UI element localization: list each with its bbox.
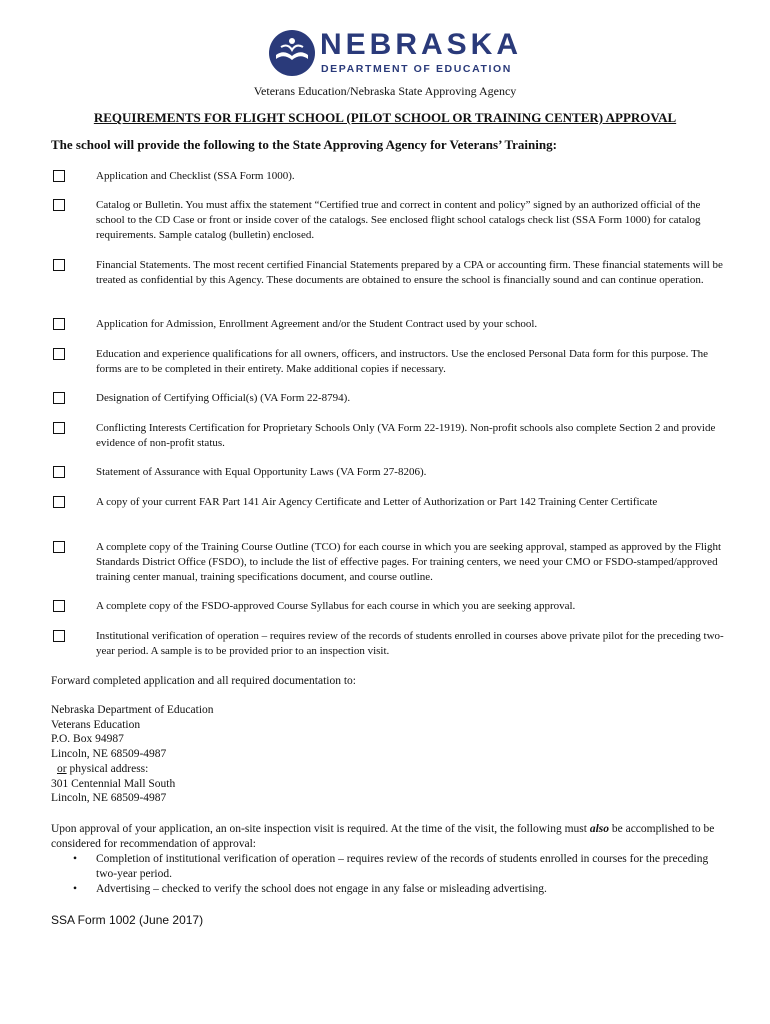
agency-subtitle: Veterans Education/Nebraska State Approving Agency <box>253 84 517 98</box>
address-line: Nebraska Department of Education <box>51 704 214 716</box>
checkbox[interactable] <box>53 348 65 360</box>
bullet-text: Completion of institutional verification of operation – requires review of the records of students enrolled in courses for the preceding two-year period. <box>96 853 709 880</box>
checklist-item-text: Conflicting Interests Certification for Proprietary Schools Only (VA Form 22-1919). Non-profit schools also complete Section 2 and provide evidence of non-profit status. <box>96 422 716 449</box>
checklist-item-text: Institutional verification of operation – requires review of the records of students enrolled in courses above private pilot for the preceding two-year period. A sample is to be provided prior to an inspection visit. <box>96 630 724 657</box>
checkbox[interactable] <box>53 630 65 642</box>
nebraska-doe-logo <box>268 28 523 78</box>
forward-instructions: Forward completed application and all required documentation to: <box>51 675 356 687</box>
approval-text-after: be accomplished to be considered for recommendation of approval: <box>51 823 715 850</box>
mailing-address <box>51 703 214 806</box>
checkbox[interactable] <box>53 466 65 478</box>
address-line: 301 Centennial Mall South <box>51 777 176 790</box>
approval-bullet-list <box>51 852 731 898</box>
checklist-item-text: Education and experience qualifications for all owners, officers, and instructors. Use the enclosed Personal Data form for this purpose. The forms are to be completed in their entirety. Make additional copies if necessary. <box>96 348 709 375</box>
address-line: Lincoln, NE 68509-4987 <box>51 792 167 805</box>
approval-emphasis: also <box>589 823 609 835</box>
form-footer: SSA Form 1002 (June 2017) <box>51 913 204 927</box>
physical-label: physical address: <box>66 762 149 775</box>
checkbox[interactable] <box>53 259 65 271</box>
address-line: P.O. Box 94987 <box>51 733 124 746</box>
approval-text-before: Upon approval of your application, an on-site inspection visit is required. At the time of the visit, the following must <box>51 823 590 835</box>
checkbox[interactable] <box>53 392 65 404</box>
checkbox[interactable] <box>53 170 65 182</box>
checklist-item-text: A complete copy of the Training Course Outline (TCO) for each course in which you are seeking approval, stamped as approved by the Flight Standards District Office (FSDO), to include the list of effective pages. For training centers, we need your CMO or FSDO-stamped/approved training center manual, training specifications document, and course outline. <box>96 541 722 583</box>
address-line: Veterans Education <box>51 718 141 731</box>
checkbox[interactable] <box>53 496 65 508</box>
checklist-item-text: Application and Checklist (SSA Form 1000). <box>96 170 295 182</box>
checkbox[interactable] <box>53 600 65 612</box>
intro-text: The school will provide the following to the State Approving Agency for Veterans’ Training: <box>51 137 557 152</box>
checklist-item-text: A copy of your current FAR Part 141 Air Agency Certificate and Letter of Authorization or Part 142 Training Center Certificate <box>96 496 658 508</box>
checklist-item-text: Application for Admission, Enrollment Agreement and/or the Student Contract used by your school. <box>96 318 538 330</box>
list-item <box>51 852 731 881</box>
approval-paragraph <box>51 822 731 852</box>
checkbox[interactable] <box>53 422 65 434</box>
checklist-item-text: Statement of Assurance with Equal Opportunity Laws (VA Form 27-8206). <box>96 466 427 478</box>
list-item <box>51 882 731 897</box>
checklist-item-text: Catalog or Bulletin. You must affix the statement “Certified true and correct in content and policy” signed by an authorized official of the school to the CD Case or front or inside cover of the catalogs. See enclosed flight school catalogs check list (SSA Form 1000) for catalog requirements. Sample catalog (bulletin) enclosed. <box>96 199 701 241</box>
checklist-item-text: Designation of Certifying Official(s) (VA Form 22-8794). <box>96 392 351 404</box>
bullet-icon: • <box>73 883 78 895</box>
checklist-item-text: Financial Statements. The most recent certified Financial Statements prepared by a CPA or accounting firm. These financial statements will be treated as confidential by this Agency. These documents are obtained to ensure the school is financially sound and can continue operation. <box>96 259 723 286</box>
bullet-text: Advertising – checked to verify the school does not engage in any false or misleading advertising. <box>96 883 547 895</box>
logo-subtitle: DEPARTMENT OF EDUCATION <box>321 63 512 75</box>
book-emblem-icon <box>268 29 316 77</box>
bullet-icon: • <box>73 853 78 865</box>
checkbox[interactable] <box>53 318 65 330</box>
checkbox[interactable] <box>53 541 65 553</box>
logo-title: NEBRASKA <box>320 28 523 61</box>
checkbox[interactable] <box>53 199 65 211</box>
address-line: Lincoln, NE 68509-4987 <box>51 748 167 761</box>
page-title: REQUIREMENTS FOR FLIGHT SCHOOL (PILOT SCHOOL OR TRAINING CENTER) APPROVAL <box>93 110 677 125</box>
or-word: or <box>57 762 67 775</box>
physical-address-label <box>51 762 214 777</box>
checklist-item-text: A complete copy of the FSDO-approved Course Syllabus for each course in which you are seeking approval. <box>96 600 576 612</box>
